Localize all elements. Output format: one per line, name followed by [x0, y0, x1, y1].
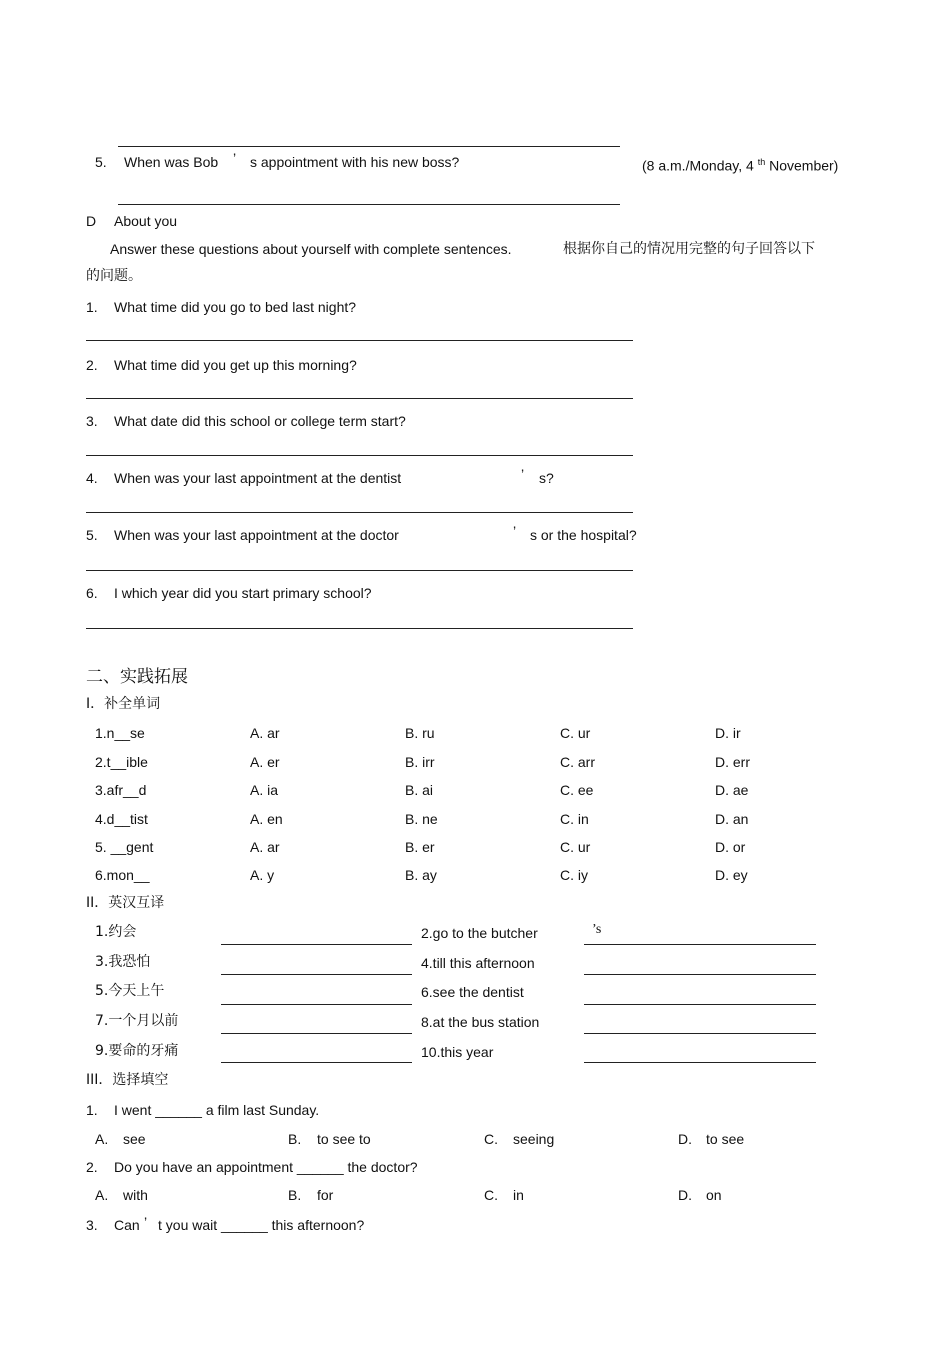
answer-line[interactable]	[86, 512, 633, 513]
translation-item: 10.this year	[421, 1044, 494, 1060]
answer-line[interactable]	[86, 455, 633, 456]
option-c[interactable]: C. ee	[560, 782, 594, 798]
option-c[interactable]: C. ur	[560, 725, 591, 741]
word-item: 2.t__ible	[95, 754, 148, 770]
question-stem: Can	[114, 1217, 140, 1233]
option-letter: A.	[95, 1187, 109, 1203]
option-d[interactable]: D. ir	[715, 725, 741, 741]
answer-line[interactable]	[221, 1004, 412, 1005]
option-c[interactable]: C. ur	[560, 839, 591, 855]
question-number: 1.	[86, 299, 98, 315]
word-item: 6.mon__	[95, 867, 150, 883]
answer-line[interactable]	[86, 340, 633, 341]
option-letter: D.	[678, 1187, 692, 1203]
instruction-zh: 根据你自己的情况用完整的句子回答以下	[563, 241, 815, 257]
translation-item: 8.at the bus station	[421, 1014, 540, 1030]
option-c[interactable]: C. arr	[560, 754, 595, 770]
translation-item: 5.今天上午	[95, 983, 165, 999]
question-text: What date did this school or college term start?	[114, 413, 406, 429]
section-title: III．选择填空	[86, 1072, 169, 1088]
option-b[interactable]: B. ru	[405, 725, 435, 741]
option-a[interactable]: with	[123, 1187, 148, 1203]
option-a[interactable]: A. ar	[250, 725, 280, 741]
option-c[interactable]: seeing	[513, 1131, 555, 1147]
question-text: I which year did you start primary school?	[114, 585, 372, 601]
answer-line[interactable]	[221, 1062, 412, 1063]
word-item: 3.afr__d	[95, 782, 147, 798]
question-text: When was Bob	[124, 154, 219, 170]
question-text: s appointment with his new boss?	[250, 154, 460, 170]
word-item: 1.n__se	[95, 725, 145, 741]
translation-item: 3.我恐怕	[95, 954, 151, 970]
question-number: 3.	[86, 1217, 98, 1233]
question-number: 2.	[86, 1159, 98, 1175]
hint-text	[642, 153, 838, 175]
option-a[interactable]: A. en	[250, 811, 283, 827]
question-stem: I went ______ a film last Sunday.	[114, 1102, 320, 1118]
answer-line[interactable]	[584, 1004, 816, 1005]
option-d[interactable]: D. err	[715, 754, 750, 770]
answer-line[interactable]	[584, 944, 816, 945]
option-a[interactable]: see	[123, 1131, 146, 1147]
option-b[interactable]: for	[317, 1187, 334, 1203]
translation-item: 1.约会	[95, 924, 137, 940]
hint-part: November)	[769, 157, 839, 174]
translation-item: 9.要命的牙痛	[95, 1043, 179, 1059]
answer-line	[118, 146, 620, 147]
hint-superscript: th	[757, 157, 766, 167]
answer-line[interactable]	[584, 1033, 816, 1034]
option-d[interactable]: D. or	[715, 839, 746, 855]
option-d[interactable]: D. ae	[715, 782, 749, 798]
option-a[interactable]: A. ia	[250, 782, 279, 798]
question-number: 5.	[86, 527, 98, 543]
question-text: What time did you go to bed last night?	[114, 299, 357, 315]
translation-item: 6.see the dentist	[421, 984, 524, 1000]
apostrophe: ’s	[592, 922, 602, 937]
part-title: 二、实践拓展	[86, 667, 188, 687]
option-b[interactable]: B. ai	[405, 782, 434, 798]
option-d[interactable]: to see	[706, 1131, 745, 1147]
instruction-en: Answer these questions about yourself with complete sentences.	[110, 241, 512, 257]
option-letter: A.	[95, 1131, 109, 1147]
question-text: What time did you get up this morning?	[114, 357, 357, 373]
question-stem: Do you have an appointment ______ the doctor?	[114, 1159, 418, 1175]
option-c[interactable]: in	[513, 1187, 524, 1203]
question-number: 1.	[86, 1102, 98, 1118]
question-text: When was your last appointment at the dentist	[114, 470, 402, 486]
answer-line[interactable]	[221, 1033, 412, 1034]
answer-line[interactable]	[584, 1062, 816, 1063]
answer-line[interactable]	[118, 204, 620, 205]
option-d[interactable]: on	[706, 1187, 722, 1203]
option-letter: C.	[484, 1131, 498, 1147]
answer-line[interactable]	[86, 398, 633, 399]
answer-line[interactable]	[86, 628, 633, 629]
option-d[interactable]: D. ey	[715, 867, 748, 883]
question-text: s?	[539, 470, 554, 486]
section-letter: D	[86, 213, 97, 229]
section-title: II．英汉互译	[86, 895, 165, 911]
translation-item: 4.till this afternoon	[421, 955, 535, 971]
question-number: 2.	[86, 357, 98, 373]
question-text: When was your last appointment at the doctor	[114, 527, 399, 543]
option-b[interactable]: B. ne	[405, 811, 438, 827]
option-letter: B.	[288, 1187, 302, 1203]
option-d[interactable]: D. an	[715, 811, 749, 827]
answer-line[interactable]	[221, 974, 412, 975]
question-number: 5.	[95, 154, 107, 170]
word-item: 5. __gent	[95, 839, 154, 855]
translation-item: 7.一个月以前	[95, 1013, 179, 1029]
question-stem: t you wait ______ this afternoon?	[158, 1217, 365, 1233]
question-number: 4.	[86, 470, 98, 486]
answer-line[interactable]	[86, 570, 633, 571]
section-title: About you	[114, 213, 178, 229]
option-b[interactable]: B. ay	[405, 867, 437, 883]
instruction-zh: 的问题。	[86, 268, 142, 284]
apostrophe: ’	[513, 523, 517, 539]
option-c[interactable]: C. in	[560, 811, 589, 827]
word-item: 4.d__tist	[95, 811, 148, 827]
apostrophe: ’	[144, 1214, 148, 1230]
option-a[interactable]: A. ar	[250, 839, 280, 855]
answer-line[interactable]	[221, 944, 412, 945]
section-title: I．补全单词	[86, 696, 161, 712]
option-letter: C.	[484, 1187, 498, 1203]
option-b[interactable]: B. irr	[405, 754, 435, 770]
hint-part: (8 a.m./Monday, 4	[642, 157, 754, 174]
answer-line[interactable]	[584, 974, 816, 975]
question-number: 6.	[86, 585, 98, 601]
apostrophe: ’	[521, 466, 525, 482]
translation-item: 2.go to the butcher	[421, 925, 538, 941]
option-b[interactable]: B. er	[405, 839, 435, 855]
apostrophe: ’	[233, 150, 237, 166]
option-a[interactable]: A. er	[250, 754, 280, 770]
option-b[interactable]: to see to	[317, 1131, 371, 1147]
question-number: 3.	[86, 413, 98, 429]
option-letter: B.	[288, 1131, 302, 1147]
question-text: s or the hospital?	[530, 527, 637, 543]
option-a[interactable]: A. y	[250, 867, 275, 883]
option-letter: D.	[678, 1131, 692, 1147]
option-c[interactable]: C. iy	[560, 867, 588, 883]
